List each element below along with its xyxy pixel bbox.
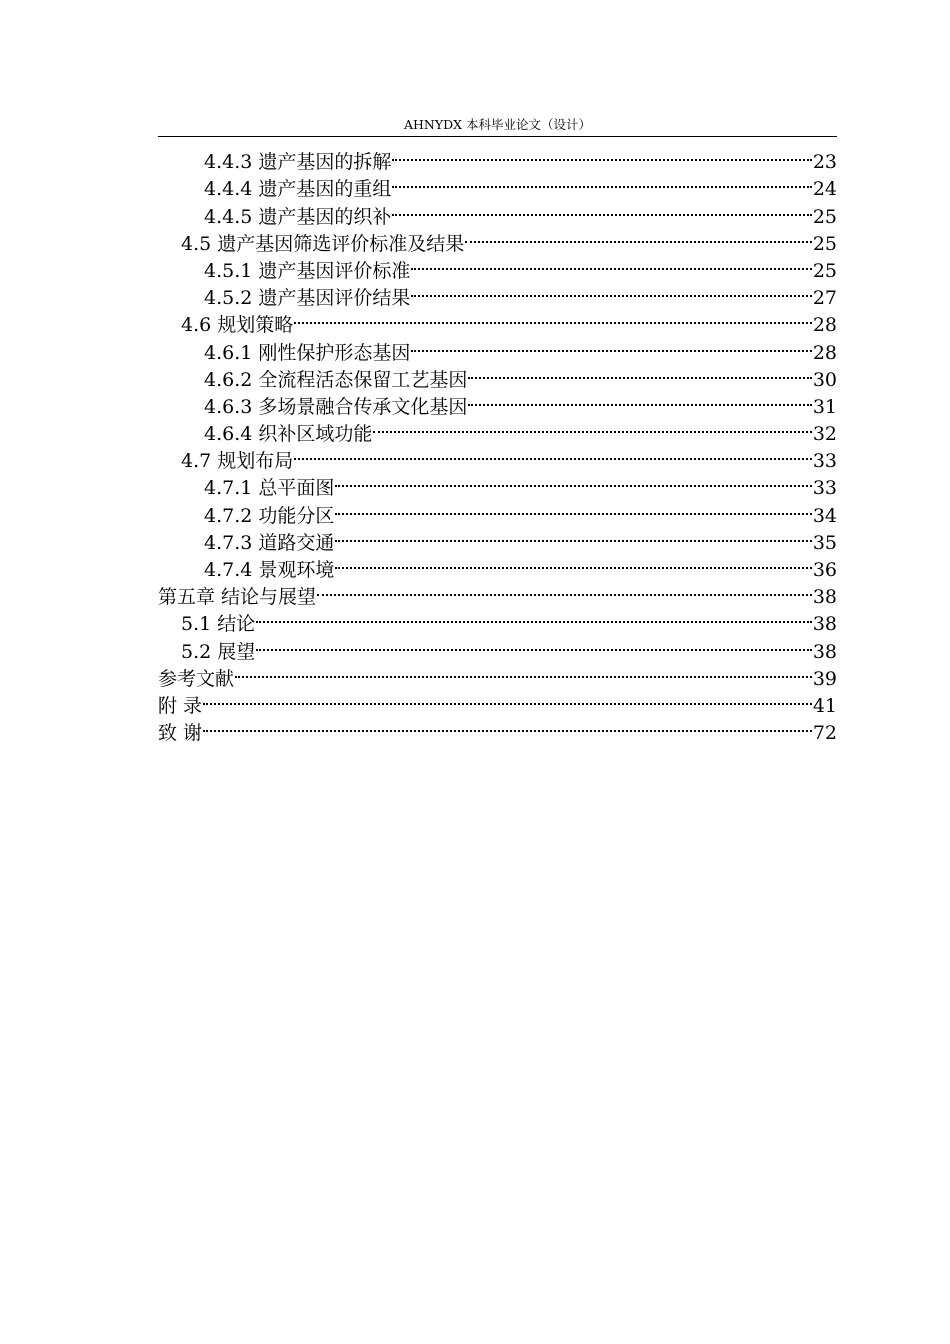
toc-dot-leader bbox=[294, 304, 812, 331]
toc-entry-page: 23 bbox=[812, 151, 837, 174]
toc-entry-title: 4.7.4 景观环境 bbox=[204, 559, 335, 581]
toc-entry-page: 28 bbox=[812, 341, 837, 364]
toc-entry-page: 38 bbox=[812, 640, 837, 663]
toc-dot-leader bbox=[392, 195, 811, 222]
toc-dot-leader bbox=[392, 141, 811, 168]
toc-entry-title: 参考文献 bbox=[158, 667, 235, 690]
toc-entry-title: 4.7.2 功能分区 bbox=[204, 504, 335, 527]
toc-entry-page: 34 bbox=[812, 504, 837, 527]
toc-entry-title: 4.5 遗产基因筛选评价标准及结果 bbox=[181, 232, 465, 255]
toc-entry-title: 4.4.4 遗产基因的重组 bbox=[204, 178, 392, 201]
toc-dot-leader bbox=[335, 494, 811, 521]
toc-entry[interactable] bbox=[158, 685, 837, 717]
toc-entry-title: 4.7.3 道路交通 bbox=[204, 531, 335, 554]
toc-dot-leader bbox=[256, 603, 812, 630]
toc-entry[interactable] bbox=[158, 658, 837, 690]
toc-entry[interactable] bbox=[158, 603, 837, 636]
toc-dot-leader bbox=[335, 549, 811, 576]
toc-entry-title: 附 录 bbox=[158, 694, 203, 717]
toc-entry-title: 4.4.3 遗产基因的拆解 bbox=[204, 151, 392, 174]
toc-entry-title: 4.4.5 遗产基因的织补 bbox=[204, 205, 392, 228]
toc-entry-title: 4.6.4 织补区域功能 bbox=[204, 423, 373, 446]
toc-dot-leader bbox=[256, 630, 812, 657]
table-of-contents bbox=[158, 141, 837, 745]
toc-dot-leader bbox=[468, 359, 811, 386]
toc-entry-title: 5.1 结论 bbox=[181, 613, 256, 636]
toc-entry-page: 36 bbox=[812, 559, 837, 581]
toc-entry-title: 致 谢 bbox=[158, 722, 203, 745]
toc-entry-page: 35 bbox=[812, 531, 837, 554]
toc-entry-title: 4.6 规划策略 bbox=[181, 314, 294, 337]
toc-entry-page: 38 bbox=[812, 613, 837, 636]
toc-dot-leader bbox=[335, 522, 811, 549]
toc-entry-page: 33 bbox=[812, 450, 837, 473]
toc-entry-page: 41 bbox=[812, 694, 837, 717]
toc-dot-leader bbox=[411, 277, 811, 304]
toc-dot-leader bbox=[317, 576, 812, 603]
toc-entry-page: 33 bbox=[812, 477, 837, 500]
toc-dot-leader bbox=[468, 386, 811, 413]
toc-entry-title: 4.6.1 刚性保护形态基因 bbox=[204, 341, 411, 364]
toc-entry-page: 25 bbox=[812, 232, 837, 255]
toc-entry-page: 27 bbox=[812, 287, 837, 310]
toc-entry[interactable] bbox=[158, 141, 837, 174]
toc-entry-title: 4.6.2 全流程活态保留工艺基因 bbox=[204, 368, 468, 391]
toc-dot-leader bbox=[411, 331, 811, 358]
toc-entry-title: 5.2 展望 bbox=[181, 640, 256, 663]
toc-dot-leader bbox=[294, 440, 812, 467]
toc-dot-leader bbox=[465, 223, 812, 250]
toc-entry-page: 24 bbox=[812, 178, 837, 201]
page-header: AHNYDX 本科毕业论文（设计） bbox=[158, 114, 837, 137]
toc-entry-page: 38 bbox=[812, 586, 837, 609]
toc-entry-title: 4.5.2 遗产基因评价结果 bbox=[204, 287, 411, 310]
toc-dot-leader bbox=[203, 712, 812, 739]
toc-entry-page: 28 bbox=[812, 314, 837, 337]
toc-dot-leader bbox=[373, 413, 811, 440]
toc-entry-page: 31 bbox=[812, 395, 837, 418]
toc-entry-title: 4.5.1 遗产基因评价标准 bbox=[204, 259, 411, 282]
toc-entry-title: 第五章 结论与展望 bbox=[158, 586, 317, 609]
toc-entry-page: 72 bbox=[812, 722, 837, 745]
toc-dot-leader bbox=[203, 685, 812, 712]
toc-dot-leader bbox=[335, 467, 811, 494]
toc-entry-page: 32 bbox=[812, 423, 837, 446]
toc-entry-title: 4.7.1 总平面图 bbox=[204, 477, 335, 500]
toc-dot-leader bbox=[392, 168, 811, 195]
toc-entry-page: 25 bbox=[812, 205, 837, 228]
toc-entry-title: 4.6.3 多场景融合传承文化基因 bbox=[204, 395, 468, 418]
toc-dot-leader bbox=[235, 658, 812, 685]
toc-entry[interactable] bbox=[158, 630, 837, 663]
toc-dot-leader bbox=[411, 250, 811, 277]
toc-entry-title: 4.7 规划布局 bbox=[181, 450, 294, 473]
toc-entry-page: 30 bbox=[812, 368, 837, 391]
toc-entry-page: 25 bbox=[812, 259, 837, 282]
toc-entry-page: 39 bbox=[812, 667, 837, 690]
toc-entry[interactable] bbox=[158, 712, 837, 745]
